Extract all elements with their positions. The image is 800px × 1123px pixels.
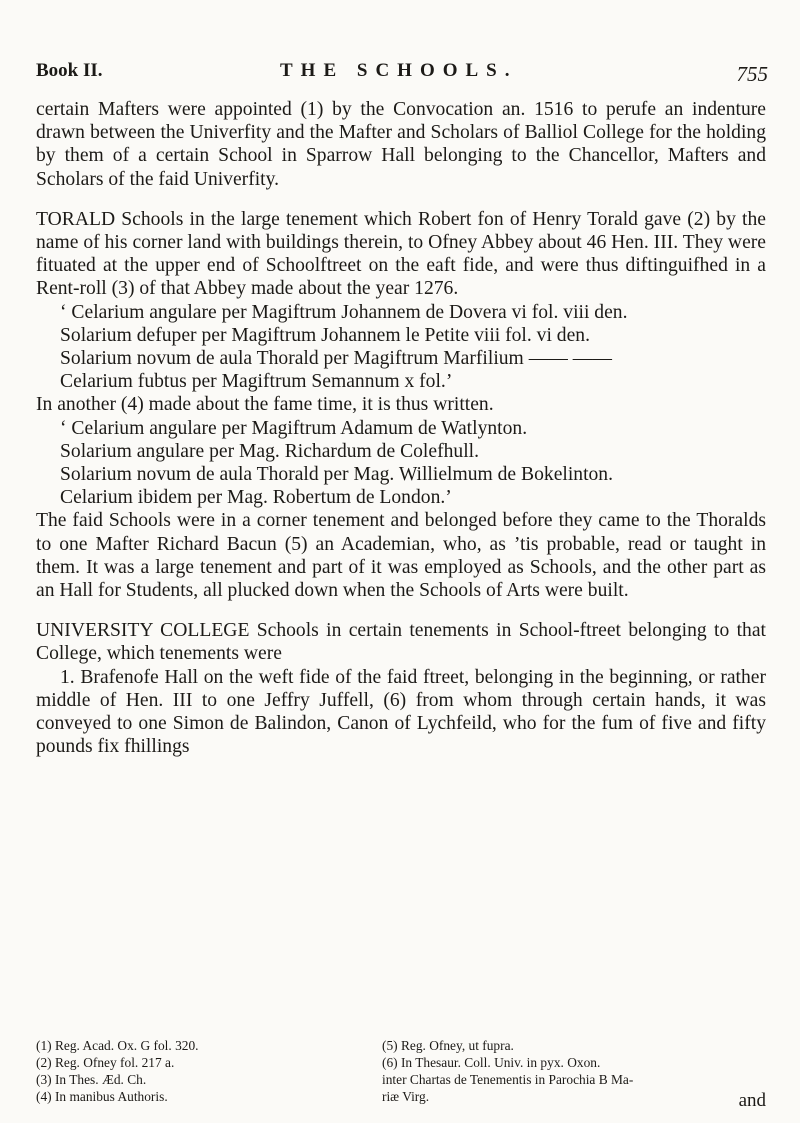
rentroll-line: Solarium novum de aula Thorald per Mag. Willielmum de Bokelinton. [60, 464, 614, 486]
footnote: (1) Reg. Acad. Ox. G fol. 320. [36, 1038, 199, 1053]
paragraph-torald-schools: TORALD Schools in the large tenement which Robert fon of Henry Torald gave (2) by the name of his corner land with buildings therein, to Ofney Abbey about 46 Hen. III. They were fituated at the upper end of Schoolftreet on the eaft fide, and were thus diftinguifhed in a Rent-roll (3) of that Abbey made about the year 1276. [36, 208, 766, 300]
paragraph-university-college: UNIVERSITY COLLEGE Schools in certain tenements in School-ftreet belonging to that College, which tenements were [36, 620, 766, 665]
running-header [36, 60, 768, 94]
main-text [36, 98, 766, 758]
rentroll-line: Solarium novum de aula Thorald per Magiftrum Marfilium —— —— [60, 348, 612, 370]
footnotes-left-column [36, 1037, 366, 1105]
page-number: 755 [736, 62, 768, 86]
footnote: (3) In Thes. Æd. Ch. [36, 1072, 147, 1087]
footnote: riæ Virg. [382, 1089, 430, 1104]
footnote: (5) Reg. Ofney, ut fupra. [382, 1038, 514, 1053]
paragraph-another-rentroll: In another (4) made about the fame time, it is thus written. [36, 394, 494, 416]
paragraph-sparrow-hall: certain Mafters were appointed (1) by the Convocation an. 1516 to perufe an indenture drawn between the Univerfity and the Mafter and Scholars of Balliol College for the holding by them of a certain School in Sparrow Hall belonging to the Chancellor, Mafters and Scholars of the faid Univerfity. [36, 99, 766, 190]
paragraph-bacun: The faid Schools were in a corner tenement and belonged before they came to the Thoralds to one Mafter Richard Bacun (5) an Academian, who, as ’tis probable, read or taught in them. It was a large tenement and part of it was employed as Schools, and the other part as an Hall for Students, all plucked down when the Schools of Arts were built. [36, 510, 766, 602]
rentroll-line: ‘ Celarium angulare per Magiftrum Adamum de Watlynton. [60, 417, 528, 439]
rentroll-line: Celarium fubtus per Magiftrum Semannum x fol.’ [60, 371, 453, 393]
rentroll-line: Solarium defuper per Magiftrum Johannem le Petite viii fol. vi den. [60, 324, 590, 346]
book-label: Book II. [36, 60, 103, 81]
footnote: (2) Reg. Ofney fol. 217 a. [36, 1055, 175, 1070]
paragraph-brafenofe-hall: 1. Brafenofe Hall on the weft fide of the faid ftreet, belonging in the beginning, or rather middle of Hen. III to one Jeffry Juffell, (6) from whom through certain hands, it was conveyed to one Simon de Balindon, Canon of Lychfeild, who for the fum of five and fifty pounds fix fhillings [36, 666, 766, 758]
footnote: inter Chartas de Tenementis in Parochia B Ma- [382, 1072, 634, 1087]
footnote: (4) In manibus Authoris. [36, 1089, 168, 1104]
running-title: THE SCHOOLS. [280, 60, 518, 81]
rentroll-line: Celarium ibidem per Mag. Robertum de London.’ [60, 487, 452, 509]
catchword: and [738, 1090, 766, 1111]
rentroll-line: ‘ Celarium angulare per Magiftrum Johannem de Dovera vi fol. viii den. [60, 301, 628, 323]
footnote: (6) In Thesaur. Coll. Univ. in pyx. Oxon. [382, 1055, 601, 1070]
rentroll-line: Solarium angulare per Mag. Richardum de Colefhull. [60, 440, 479, 462]
footnotes-right-column [382, 1037, 766, 1105]
